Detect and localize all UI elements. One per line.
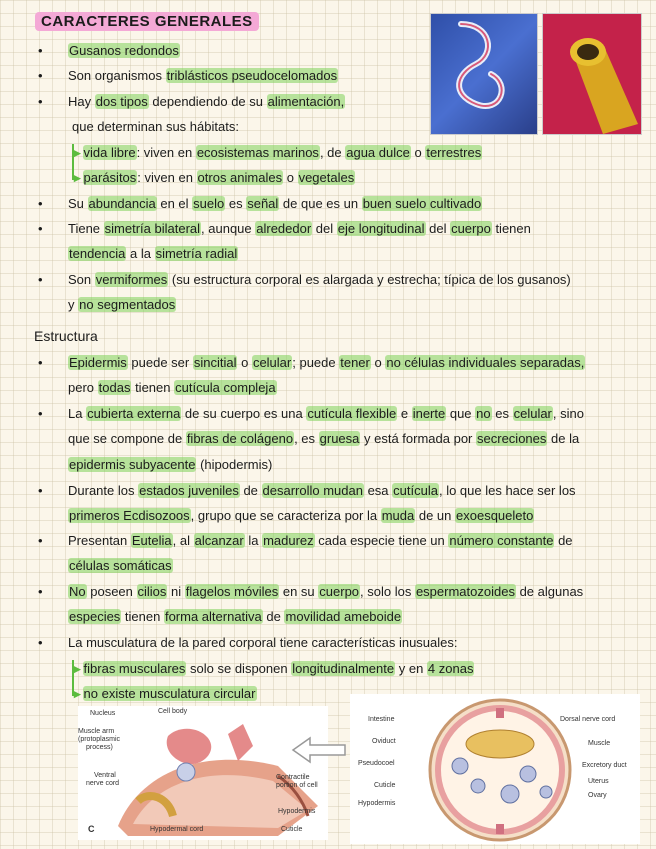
highlight: triblásticos pseudocelomados [166,68,338,83]
text-line: epidermis subyacente (hipodermis) [69,457,273,472]
text-line: Su abundancia en el suelo es señal de que es un buen suelo cultivado [68,196,482,211]
label-muscle-arm: (protoplasmic [78,736,121,743]
text-line: Durante los estados juveniles de desarrollo mudan esa cutícula, lo que les hace ser los [68,483,576,498]
bullet-dot: • [38,406,43,421]
label-hypodermis: Hypodermis [278,808,316,815]
label-hypodermal-cord: Hypodermal cord [150,826,204,833]
label-intestine: Intestine [368,716,395,723]
highlight: alimentación, [267,94,345,109]
text-line: especies tienen forma alternativa de movilidad ameboide [69,609,402,624]
label-muscle-arm: process) [86,744,113,751]
label-excretory-duct: Excretory duct [582,762,627,769]
nematode-head-image [543,14,641,134]
bullet-dot: • [38,483,43,498]
bullet-dot: • [38,635,43,650]
bullet-dot: • [38,584,43,599]
label-cuticle: Cuticle [281,826,303,833]
text-line: La cubierta externa de su cuerpo es una cutícula flexible e inerte que no es celular, sino [68,406,584,421]
text-line: Son organismos triblásticos pseudocelomados [68,68,338,83]
page-title: CARACTERES GENERALES [35,12,259,31]
text-line: Son vermiformes (su estructura corporal es alargada y estrecha; típica de los gusanos) [68,272,571,287]
label-hypodermis: Hypodermis [358,800,396,807]
muscle-cell-figure [78,706,328,840]
highlight: Gusanos redondos [69,43,179,58]
bullet-dot: • [38,221,43,236]
label-ovary: Ovary [588,792,607,799]
label-muscle: Muscle [588,740,611,747]
sub-item: ▸ no existe musculatura circular [74,686,256,701]
text-line: Tiene simetría bilateral, aunque alrededor del eje longitudinal del cuerpo tienen [68,221,531,236]
bullet-dot: • [38,355,43,370]
text-line: No poseen cilios ni flagelos móviles en su cuerpo, solo los espermatozoides de algunas [69,584,584,599]
text-line: que se compone de fibras de colágeno, es gruesa y está formada por secreciones de la [68,431,580,446]
nematode-photo-red [542,13,642,135]
bullet-dot: • [38,68,43,83]
label-cell-body: Cell body [158,708,188,715]
label-uterus: Uterus [588,778,609,785]
arrow-left-icon [290,735,350,765]
nematode-worm-image [431,14,537,134]
label-ventral-nerve-cord: nerve cord [86,780,120,787]
text-line: Hay dos tipos dependiendo de su alimentación, [68,94,345,109]
sub-item: ▸ vida libre: viven en ecosistemas marinos, de agua dulce o terrestres [74,145,482,160]
text-line [68,42,180,60]
bullet-dot: • [38,43,43,58]
label-ventral-nerve-cord: Ventral [94,772,116,779]
label-contractile: Contractile [276,774,310,781]
bullet-dot: • [38,196,43,211]
label-dorsal-nerve-cord: Dorsal nerve cord [560,716,616,723]
cross-section-figure [350,694,640,844]
section-heading: Estructura [34,328,98,344]
text-line: que determinan sus hábitats: [72,119,239,134]
highlight: dos tipos [95,94,148,109]
text-line: Epidermis puede ser sincitial o celular; puede tener o no células individuales separadas, [69,355,585,370]
label-cuticle: Cuticle [374,782,396,789]
bullet-dot: • [38,94,43,109]
bullet-dot: • [38,272,43,287]
label-nucleus: Nucleus [90,710,116,717]
text-line: Presentan Eutelia, al alcanzar la madurez cada especie tiene un número constante de [68,533,573,548]
panel-letter: C [88,824,95,834]
text-line: pero todas tienen cutícula compleja [68,380,276,395]
text-line: células somáticas [69,558,172,573]
text-line: tendencia a la simetría radial [69,246,238,261]
bullet-dot: • [38,533,43,548]
label-contractile: portion of cell [276,782,318,789]
sub-item: ▸ fibras musculares solo se disponen longitudinalmente y en 4 zonas [74,661,474,676]
label-muscle-arm: Muscle arm [78,728,115,735]
label-oviduct: Oviduct [372,738,396,745]
text-line: primeros Ecdisozoos, grupo que se caracteriza por la muda de un exoesqueleto [69,508,534,523]
label-pseudocoel: Pseudocoel [358,760,395,767]
text-line: La musculatura de la pared corporal tiene características inusuales: [68,635,458,650]
text-line: y no segmentados [68,297,176,312]
sub-item: ▸ parásitos: viven en otros animales o vegetales [74,170,355,185]
nematode-photo-blue [430,13,538,135]
